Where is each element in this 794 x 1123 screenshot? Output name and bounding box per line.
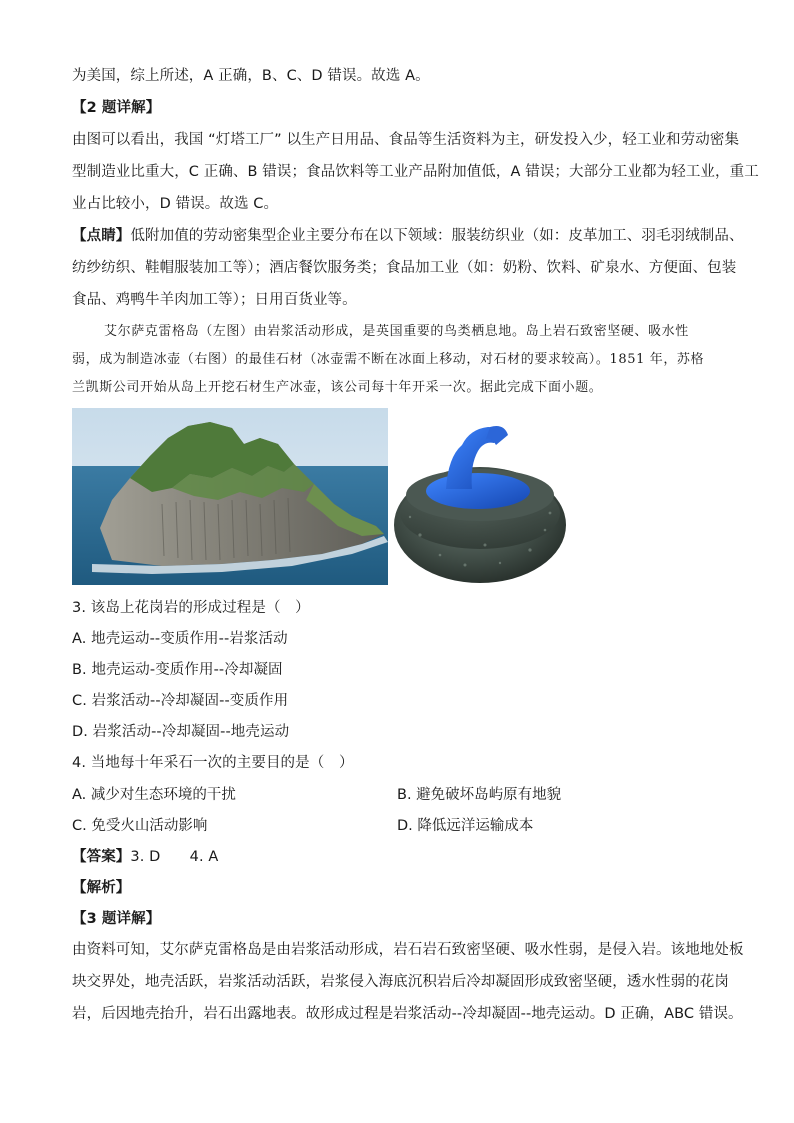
passage-line: 艾尔萨克雷格岛（左图）由岩浆活动形成，是英国重要的鸟类栖息地。岛上岩石致密坚硬、吸水性 [104,324,689,339]
section-heading-q2-detail: 【2 题详解】 [72,100,161,116]
text-line: 由资料可知，艾尔萨克雷格岛是由岩浆活动形成，岩石岩石致密坚硬、吸水性弱，是侵入岩。该地地处板 [72,942,744,958]
option-3d[interactable]: D. 岩浆活动--冷却凝固--地壳运动 [72,724,290,740]
island-photo [72,408,388,585]
question-4-stem: 4. 当地每十年采石一次的主要目的是（ ） [72,755,354,771]
text-line: 型制造业比重大，C 正确、B 错误；食品饮料等工业产品附加值低，A 错误；大部分工业都为轻工业，重工 [72,164,759,180]
answer-label: 【答案】 [72,849,131,865]
text-line: 岩，后因地壳抬升，岩石出露地表。故形成过程是岩浆活动--冷却凝固--地壳运动。D 正确，ABC 错误。 [72,1006,743,1022]
answer-line [72,847,218,867]
text-line: 为美国，综上所述，A 正确，B、C、D 错误。故选 A。 [72,68,430,84]
tip-paragraph [72,226,744,246]
option-3a[interactable]: A. 地壳运动--变质作用--岩浆活动 [72,631,288,647]
option-4b[interactable]: B. 避免破坏岛屿原有地貌 [397,787,562,803]
text-line: 食品、鸡鸭牛羊肉加工等）；日用百货业等。 [72,292,357,308]
option-4d[interactable]: D. 降低远洋运输成本 [397,818,534,834]
passage-line: 弱，成为制造冰壶（右图）的最佳石材（冰壶需不断在冰面上移动，对石材的要求较高）。1851 年，苏格 [72,352,705,367]
passage-line: 兰凯斯公司开始从岛上开挖石材生产冰壶，该公司每十年开采一次。据此完成下面小题。 [72,380,603,395]
curling-stone-image [390,405,570,590]
section-heading-q3-detail: 【3 题详解】 [72,911,161,927]
option-4c[interactable]: C. 免受火山活动影响 [72,818,208,834]
text-line: 由图可以看出，我国 “灯塔工厂” 以生产日用品、食品等生活资料为主，研发投入少，轻工业和劳动密集 [72,132,740,148]
question-3-stem: 3. 该岛上花岗岩的形成过程是（ ） [72,600,310,616]
text-line: 业占比较小，D 错误。故选 C。 [72,196,279,212]
answer-value: 3. D 4. A [130,849,219,865]
option-3c[interactable]: C. 岩浆活动--冷却凝固--变质作用 [72,693,289,709]
text-line: 纺纱纺织、鞋帽服装加工等）；酒店餐饮服务类；食品加工业（如：奶粉、饮料、矿泉水、方便面、包装 [72,260,737,276]
tip-label: 【点睛】 [72,228,131,244]
tip-text: 低附加值的劳动密集型企业主要分布在以下领域：服装纺织业（如：皮革加工、羽毛羽绒制品、 [130,228,744,244]
text-line: 块交界处，地壳活跃，岩浆活动活跃，岩浆侵入海底沉积岩后冷却凝固形成致密坚硬，透水性弱的花岗 [72,974,729,990]
option-3b[interactable]: B. 地壳运动-变质作用--冷却凝固 [72,662,283,678]
option-4a[interactable]: A. 减少对生态环境的干扰 [72,787,236,803]
analysis-heading: 【解析】 [72,880,131,896]
